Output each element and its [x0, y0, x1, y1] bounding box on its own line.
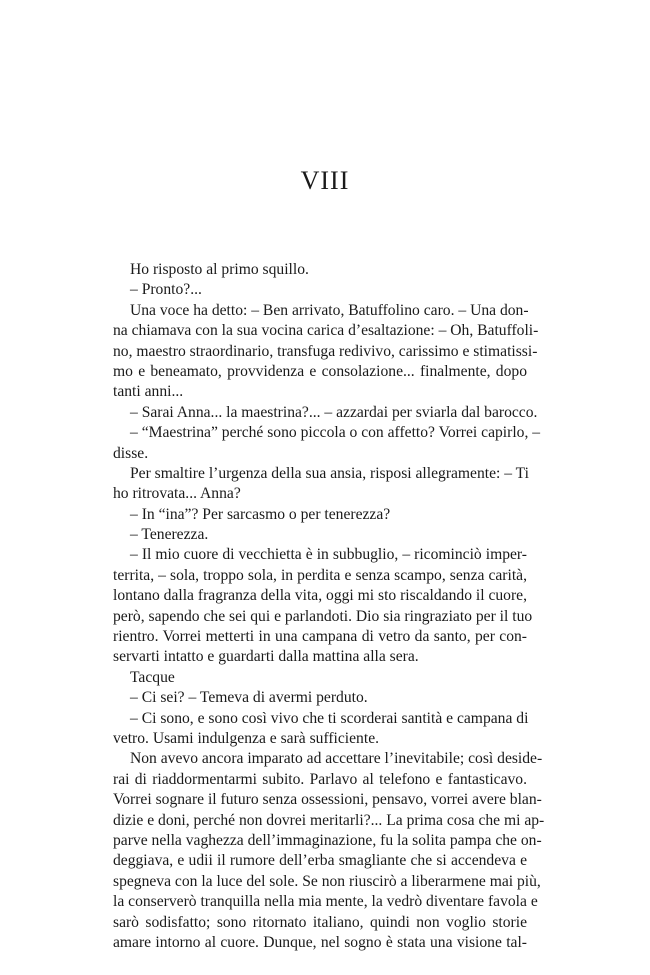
text-line: mo e beneamato, provvidenza e consolazione... finalmente, dopo: [113, 362, 527, 380]
text-line: – Ci sono, e sono così vivo che ti scorderai santità e campana di: [130, 709, 529, 727]
text-line: tanti anni...: [113, 383, 184, 401]
text-line: la conserverò tranquilla nella mia mente, la vedrò diventare favola e: [113, 893, 538, 911]
text-line: territa, – sola, troppo sola, in perdita e senza scampo, senza carità,: [113, 566, 527, 584]
text-line: Tacque: [130, 668, 175, 686]
text-line: Vorrei sognare il futuro senza ossessioni, pensavo, vorrei avere blan-: [113, 791, 542, 809]
chapter-text: [113, 260, 545, 953]
text-line: servarti intatto e guardarti dalla mattina alla sera.: [113, 648, 419, 666]
text-line: – Pronto?...: [130, 281, 202, 299]
text-line: vetro. Usami indulgenza e sarà sufficiente.: [113, 729, 380, 747]
text-line: Per smaltire l’urgenza della sua ansia, risposi allegramente: – Ti: [130, 464, 529, 482]
text-line: – Il mio cuore di vecchietta è in subbuglio, – ricominciò imper-: [130, 546, 527, 564]
text-line: na chiamava con la sua vocina carica d’esaltazione: – Oh, Batuffoli-: [113, 322, 539, 340]
text-line: rientro. Vorrei metterti in una campana di vetro da santo, per con-: [113, 628, 527, 646]
text-line: no, maestro straordinario, transfuga redivivo, carissimo e stimatissi-: [113, 342, 538, 360]
chapter-title: VIII: [300, 166, 350, 195]
text-line: ho ritrovata... Anna?: [113, 485, 241, 503]
text-line: deggiava, e udii il rumore dell’erba smagliante che si accendeva e: [113, 852, 527, 870]
text-line: – Sarai Anna... la maestrina?... – azzardai per sviarla dal barocco.: [130, 403, 538, 421]
text-line: spegneva con la luce del sole. Se non riuscirò a liberarmene mai più,: [113, 872, 541, 890]
text-line: Una voce ha detto: – Ben arrivato, Batuffolino caro. – Una don-: [130, 301, 529, 319]
text-line: disse.: [113, 444, 149, 462]
text-line: lontano dalla fragranza della vita, oggi mi sto riscaldando il cuore,: [113, 587, 527, 605]
text-line: amare intorno al cuore. Dunque, nel sogno è stata una visione tal-: [113, 933, 527, 951]
text-line: sarò sodisfatto; sono ritornato italiano, quindi non voglio storie: [113, 913, 527, 931]
text-line: rai di riaddormentarmi subito. Parlavo al telefono e fantasticavo.: [113, 770, 527, 788]
text-line: Ho risposto al primo squillo.: [130, 261, 309, 278]
text-line: Non avevo ancora imparato ad accettare l’inevitabile; così deside-: [130, 750, 543, 768]
text-line: parve nella vaghezza dell’immaginazione, fu la solita pampa che on-: [113, 831, 542, 849]
text-line: – Ci sei? – Temeva di avermi perduto.: [130, 689, 368, 707]
text-line: però, sapendo che sei qui e parlandoti. Dio sia ringraziato per il tuo: [113, 607, 533, 625]
text-line: – In “ina”? Per sarcasmo o per tenerezza?: [130, 505, 391, 523]
text-line: – “Maestrina” perché sono piccola o con affetto? Vorrei capirlo, –: [130, 424, 541, 442]
text-line: dizie e doni, perché non dovrei meritarli?... La prima cosa che mi ap-: [113, 811, 545, 829]
text-line: – Tenerezza.: [130, 526, 209, 544]
